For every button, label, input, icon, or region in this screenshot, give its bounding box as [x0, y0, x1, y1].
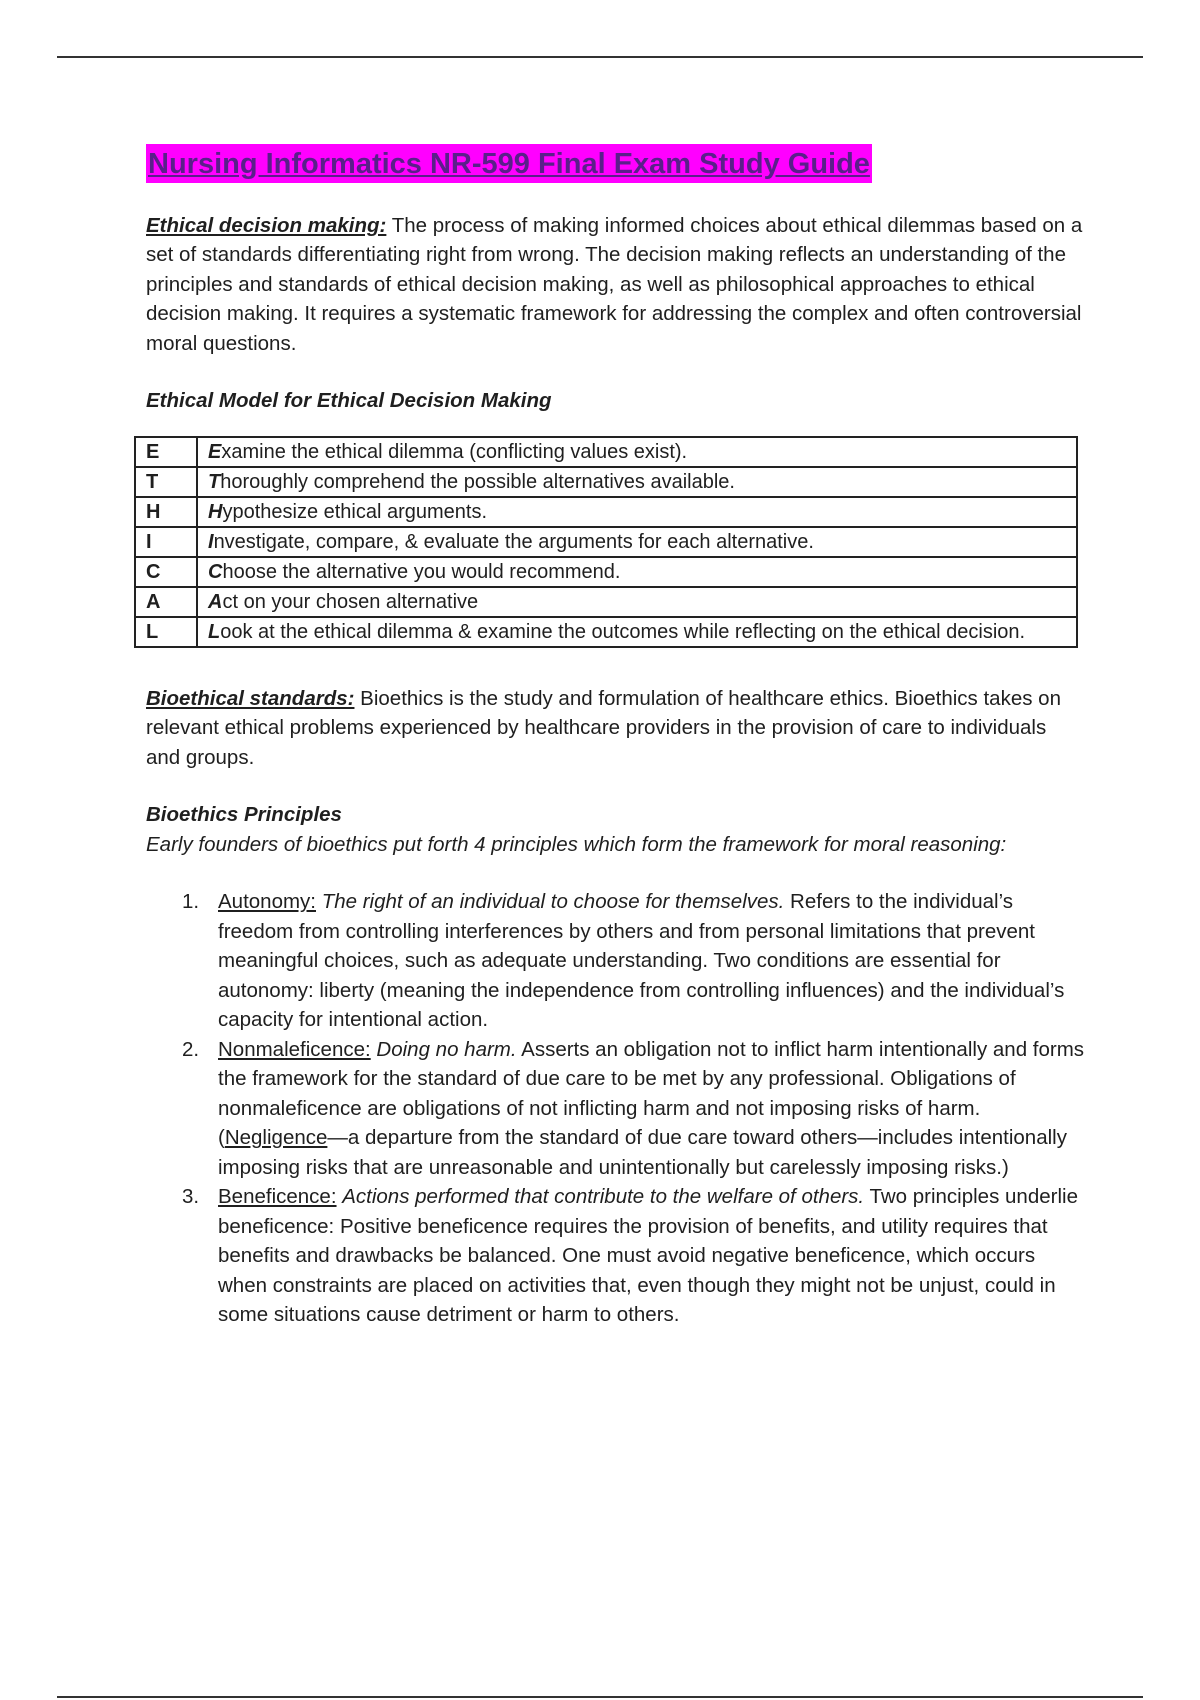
table-row: [135, 497, 1077, 527]
row-rest: ypothesize ethical arguments.: [222, 500, 488, 523]
principles-heading: Bioethics Principles: [146, 803, 342, 827]
row-text: [197, 467, 1077, 497]
row-lead: T: [208, 470, 221, 493]
autonomy-term: Autonomy:: [218, 890, 316, 914]
nonmaleficence-text-after: —a departure from the standard of due care toward others—includes intentionally imposing risks that are unreasonable and unintentionally but carelessly imposing risks.): [218, 1126, 1067, 1179]
row-rest: nvestigate, compare, & evaluate the arguments for each alternative.: [213, 530, 814, 553]
row-letter: H: [135, 497, 197, 527]
list-number: 3.: [182, 1185, 200, 1209]
row-lead: L: [208, 620, 221, 643]
row-letter: T: [135, 467, 197, 497]
bioethical-text: Bioethics is the study and formulation of healthcare ethics. Bioethics takes on relevant ethical problems experienced by healthcare providers in the provision of care to individuals and groups.: [146, 686, 1061, 769]
negligence-term: Negligence: [224, 1126, 328, 1150]
row-rest: horoughly comprehend the possible alternatives available.: [220, 470, 735, 493]
ethical-model-heading: Ethical Model for Ethical Decision Making: [146, 389, 552, 413]
list-number: 2.: [182, 1037, 200, 1061]
row-rest: ook at the ethical dilemma & examine the outcomes while reflecting on the ethical decision.: [220, 620, 1026, 643]
beneficence-term: Beneficence:: [218, 1185, 337, 1209]
row-text: [197, 527, 1077, 557]
row-letter: L: [135, 617, 197, 647]
ethical-model-table: [134, 436, 1078, 648]
principles-list: [146, 887, 1086, 1330]
row-text: [197, 617, 1077, 647]
row-letter: I: [135, 527, 197, 557]
row-text: [197, 437, 1077, 467]
table-row: [135, 437, 1077, 467]
ethical-decision-term: Ethical decision making:: [146, 213, 387, 237]
row-text: [197, 497, 1077, 527]
ethical-decision-text: The process of making informed choices about ethical dilemmas based on a set of standards differentiating right from wrong. The decision making reflects an understanding of the principles and standards of ethical decision making, as well as philosophical approaches to ethical decision making. It requires a systematic framework for addressing the complex and often controversial moral questions.: [146, 213, 1083, 355]
bottom-rule: [57, 1696, 1143, 1698]
nonmaleficence-text-before: Asserts an obligation not to inflict harm intentionally and forms the framework for the standard of due care to be met by any professional. Obligations of nonmaleficence are obligations of not inflicting harm and not imposing risks of harm. (: [218, 1037, 1085, 1150]
row-lead: A: [208, 590, 223, 613]
nonmaleficence-definition: Doing no harm.: [376, 1037, 517, 1061]
row-rest: ct on your chosen alternative: [222, 590, 479, 613]
document-body: [146, 144, 1086, 1330]
list-number: 1.: [182, 890, 200, 914]
list-item-beneficence: [146, 1182, 1086, 1330]
row-lead: I: [208, 530, 214, 553]
list-item-autonomy: [146, 887, 1086, 1035]
row-text: [197, 557, 1077, 587]
row-letter: C: [135, 557, 197, 587]
row-lead: E: [208, 440, 222, 463]
row-lead: C: [208, 560, 223, 583]
autonomy-definition: The right of an individual to choose for themselves.: [321, 890, 785, 914]
row-letter: E: [135, 437, 197, 467]
beneficence-text: Two principles underlie beneficence: Positive beneficence requires the provision of benefits, and utility requires that benefits and drawbacks be balanced. One must avoid negative beneficence, which occurs when constraints are placed on activities that, even though they might not be unjust, could in some situations cause detriment or harm to others.: [218, 1185, 1078, 1327]
nonmaleficence-term: Nonmaleficence:: [218, 1037, 371, 1061]
table-row: [135, 617, 1077, 647]
row-letter: A: [135, 587, 197, 617]
top-rule: [57, 56, 1143, 58]
table-row: [135, 467, 1077, 497]
table-row: [135, 557, 1077, 587]
beneficence-definition: Actions performed that contribute to the welfare of others.: [342, 1185, 865, 1209]
bioethical-term: Bioethical standards:: [146, 686, 355, 710]
row-rest: xamine the ethical dilemma (conflicting values exist).: [221, 440, 688, 463]
table-row: [135, 527, 1077, 557]
ethical-decision-paragraph: [146, 211, 1086, 359]
row-lead: H: [208, 500, 223, 523]
table-row: [135, 587, 1077, 617]
document-title: Nursing Informatics NR-599 Final Exam Study Guide: [146, 144, 872, 183]
bioethical-paragraph: [146, 684, 1086, 773]
principles-intro: Early founders of bioethics put forth 4 principles which form the framework for moral reasoning:: [146, 832, 1007, 856]
autonomy-text: Refers to the individual’s freedom from controlling interferences by others and from personal limitations that prevent meaningful choices, such as adequate understanding. Two conditions are essential for autonomy: liberty (meaning the independence from controlling influences) and the individual’s capacity for intentional action.: [218, 890, 1065, 1032]
row-text: [197, 587, 1077, 617]
list-item-nonmaleficence: [146, 1035, 1086, 1183]
row-rest: hoose the alternative you would recommend.: [222, 560, 621, 583]
